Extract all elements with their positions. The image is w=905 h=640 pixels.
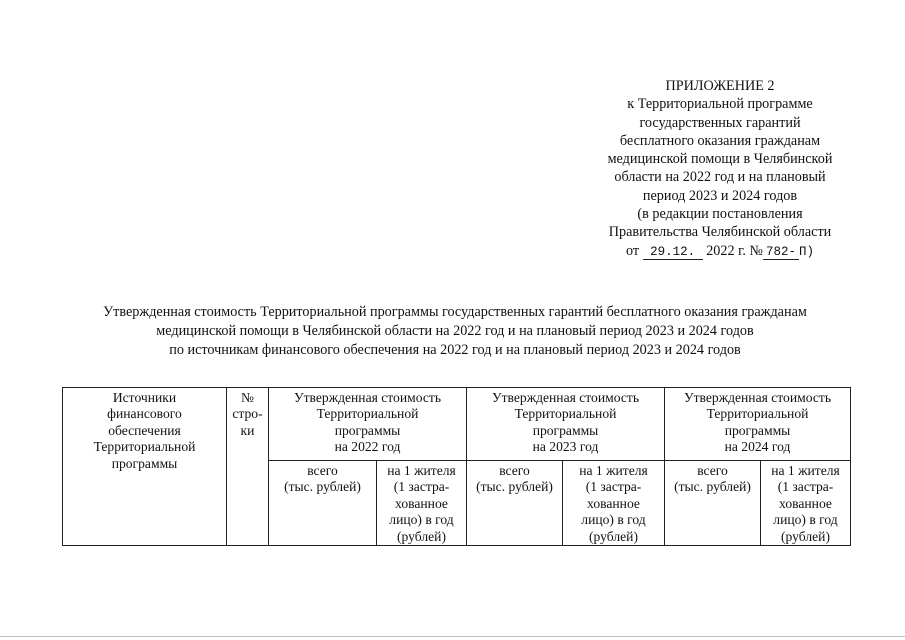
resolution-reference [560, 242, 880, 261]
header-year-2023: Утвержденная стоимость Территориальной программы на 2023 год [467, 388, 665, 461]
title-line: Утвержденная стоимость Территориальной программы государственных гарантий бесплатного оказания гражданам [103, 304, 807, 320]
appendix-line: период 2023 и 2024 годов [642, 187, 798, 204]
subheader-per-capita: на 1 жителя (1 застра- хованное лицо) в год (рублей) [377, 461, 467, 546]
sign-prefix: от [626, 242, 640, 259]
header-year-2022: Утвержденная стоимость Территориальной программы на 2022 год [269, 388, 467, 461]
resolution-number: 782- [763, 245, 799, 260]
appendix-line: к Территориальной программе [627, 96, 813, 113]
subheader-per-capita: на 1 жителя (1 застра- хованное лицо) в год (рублей) [563, 461, 665, 546]
sign-year: 2022 г. № [706, 242, 763, 259]
appendix-line: области на 2022 год и на плановый [614, 169, 826, 186]
subheader-total: всего (тыс. рублей) [467, 461, 563, 546]
appendix-line: государственных гарантий [639, 114, 801, 131]
subheader-per-capita: на 1 жителя (1 застра- хованное лицо) в год (рублей) [761, 461, 851, 546]
header-year-2024: Утвержденная стоимость Территориальной программы на 2024 год [665, 388, 851, 461]
header-row-number: № стро- ки [227, 388, 269, 546]
appendix-line: (в редакции постановления [637, 206, 803, 223]
title-line: медицинской помощи в Челябинской области на 2022 год и на плановый период 2023 и 2024 годов [156, 323, 754, 339]
cost-table [62, 387, 851, 546]
appendix-title: ПРИЛОЖЕНИЕ 2 [665, 78, 775, 94]
appendix-line: бесплатного оказания гражданам [619, 132, 821, 149]
appendix-line: Правительства Челябинской области [608, 224, 832, 241]
header-sources: Источники финансового обеспечения Территориальной программы [63, 388, 227, 546]
resolution-suffix: П) [798, 244, 814, 259]
subheader-total: всего (тыс. рублей) [269, 461, 377, 546]
document-title [40, 303, 870, 360]
subheader-total: всего (тыс. рублей) [665, 461, 761, 546]
appendix-line: медицинской помощи в Челябинской [607, 151, 833, 168]
resolution-date: 29.12. [643, 245, 703, 260]
appendix-block [560, 77, 880, 261]
title-line: по источникам финансового обеспечения на 2022 год и на плановый период 2023 и 2024 годов [169, 342, 741, 358]
page-bottom-edge [0, 636, 905, 637]
